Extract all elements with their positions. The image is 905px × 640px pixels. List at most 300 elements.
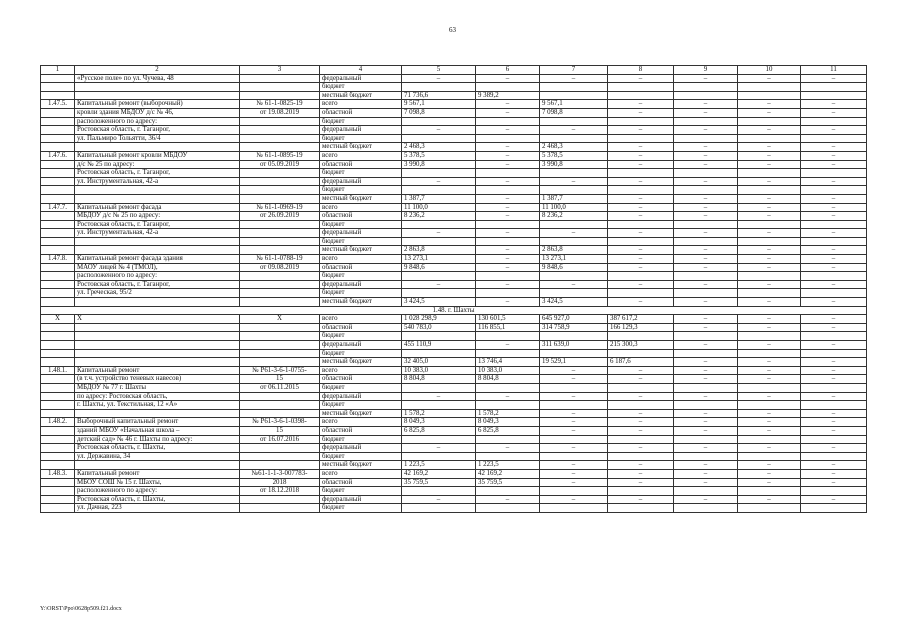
value-cell: 10 383,0 [402, 366, 476, 375]
value-cell [608, 332, 674, 341]
value-cell [801, 401, 867, 410]
funding-source: местный бюджет [320, 194, 402, 203]
funding-source: бюджет [320, 169, 402, 178]
table-row [41, 341, 867, 350]
value-cell: – [801, 315, 867, 324]
value-cell: – [540, 280, 608, 289]
document-reference: № Р61-3-6-1-0755- [240, 366, 320, 375]
value-cell [608, 186, 674, 195]
value-cell: – [674, 495, 738, 504]
header-cell: 7 [540, 66, 608, 75]
value-cell: – [608, 177, 674, 186]
value-cell: 10 383,0 [476, 366, 540, 375]
value-cell: – [476, 246, 540, 255]
value-cell: 166 129,3 [608, 323, 674, 332]
value-cell: – [738, 151, 801, 160]
value-cell: – [402, 444, 476, 453]
value-cell: – [738, 418, 801, 427]
value-cell: 1 028 298,9 [402, 315, 476, 324]
funding-source: федеральный [320, 280, 402, 289]
funding-source: местный бюджет [320, 461, 402, 470]
object-description [75, 143, 240, 152]
value-cell [801, 383, 867, 392]
value-cell: 8 236,2 [402, 212, 476, 221]
value-cell [738, 220, 801, 229]
value-cell [402, 169, 476, 178]
document-reference [240, 117, 320, 126]
value-cell [674, 134, 738, 143]
funding-source: бюджет [320, 504, 402, 513]
value-cell: – [674, 160, 738, 169]
header-cell: 3 [240, 66, 320, 75]
item-number [41, 91, 75, 100]
table-row [41, 315, 867, 324]
table-row [41, 83, 867, 92]
value-cell: 13 746,4 [476, 358, 540, 367]
value-cell: – [674, 478, 738, 487]
value-cell: 8 049,3 [476, 418, 540, 427]
value-cell [608, 349, 674, 358]
item-number [41, 263, 75, 272]
value-cell [738, 452, 801, 461]
value-cell [476, 272, 540, 281]
value-cell: 1 223,5 [476, 461, 540, 470]
value-cell: – [738, 469, 801, 478]
value-cell: – [738, 126, 801, 135]
value-cell [801, 435, 867, 444]
value-cell: – [674, 100, 738, 109]
value-cell: 11 100,0 [402, 203, 476, 212]
value-cell [476, 332, 540, 341]
item-number [41, 409, 75, 418]
object-description: зданий МБОУ «Начальная школа – [75, 426, 240, 435]
value-cell: – [402, 495, 476, 504]
value-cell [476, 401, 540, 410]
item-number [41, 134, 75, 143]
value-cell: – [738, 203, 801, 212]
object-description [75, 237, 240, 246]
funding-source: бюджет [320, 487, 402, 496]
value-cell: – [476, 160, 540, 169]
value-cell: – [540, 392, 608, 401]
value-cell: – [738, 315, 801, 324]
value-cell: – [801, 298, 867, 307]
value-cell [540, 237, 608, 246]
document-reference [240, 229, 320, 238]
value-cell [674, 383, 738, 392]
table-row [41, 504, 867, 513]
item-number [41, 83, 75, 92]
value-cell: – [801, 341, 867, 350]
value-cell: – [801, 212, 867, 221]
value-cell: – [540, 74, 608, 83]
value-cell: – [674, 143, 738, 152]
object-description [75, 91, 240, 100]
funding-source: федеральный [320, 444, 402, 453]
value-cell [738, 401, 801, 410]
table-row [41, 366, 867, 375]
value-cell [540, 91, 608, 100]
item-number [41, 323, 75, 332]
value-cell [540, 117, 608, 126]
value-cell: – [540, 478, 608, 487]
document-reference [240, 272, 320, 281]
table-row [41, 298, 867, 307]
funding-source: бюджет [320, 117, 402, 126]
table-row [41, 186, 867, 195]
document-reference [240, 280, 320, 289]
header-cell: 10 [738, 66, 801, 75]
document-reference [240, 126, 320, 135]
value-cell [476, 186, 540, 195]
value-cell: – [540, 229, 608, 238]
table-row [41, 143, 867, 152]
value-cell: – [801, 229, 867, 238]
table-row [41, 203, 867, 212]
value-cell [608, 169, 674, 178]
value-cell: – [608, 280, 674, 289]
table-row [41, 435, 867, 444]
document-reference [240, 392, 320, 401]
value-cell [402, 435, 476, 444]
value-cell: – [608, 160, 674, 169]
value-cell: – [608, 212, 674, 221]
funding-source: областной [320, 478, 402, 487]
table-row [41, 375, 867, 384]
value-cell: – [801, 143, 867, 152]
item-number [41, 246, 75, 255]
value-cell: – [738, 375, 801, 384]
value-cell [738, 487, 801, 496]
value-cell: – [540, 444, 608, 453]
value-cell: – [540, 418, 608, 427]
table-row [41, 74, 867, 83]
funding-source: федеральный [320, 392, 402, 401]
value-cell: – [608, 298, 674, 307]
value-cell: – [476, 444, 540, 453]
value-cell [476, 169, 540, 178]
value-cell: 3 990,8 [540, 160, 608, 169]
table-row [41, 478, 867, 487]
item-number [41, 401, 75, 410]
item-number [41, 452, 75, 461]
value-cell: – [738, 323, 801, 332]
funding-source: всего [320, 151, 402, 160]
document-reference [240, 461, 320, 470]
table-row [41, 194, 867, 203]
value-cell: 3 424,5 [540, 298, 608, 307]
value-cell [738, 435, 801, 444]
item-number [41, 341, 75, 350]
funding-source: бюджет [320, 332, 402, 341]
header-cell: 9 [674, 66, 738, 75]
value-cell: – [402, 229, 476, 238]
object-description: Ростовская область, г. Таганрог, [75, 220, 240, 229]
value-cell [476, 134, 540, 143]
value-cell: – [738, 263, 801, 272]
funding-source: федеральный [320, 229, 402, 238]
value-cell: – [674, 315, 738, 324]
funding-source: областной [320, 375, 402, 384]
value-cell: – [801, 478, 867, 487]
value-cell: 6 187,6 [608, 358, 674, 367]
value-cell: – [476, 280, 540, 289]
object-description: ул. Инструментальная, 42-а [75, 229, 240, 238]
value-cell [674, 220, 738, 229]
value-cell: – [608, 469, 674, 478]
value-cell [540, 487, 608, 496]
table-row [41, 452, 867, 461]
item-number [41, 435, 75, 444]
value-cell: 35 759,5 [476, 478, 540, 487]
footer-path: Y:\ORST\Ppo\0628p509.f21.docx [40, 606, 122, 612]
value-cell [738, 332, 801, 341]
value-cell [540, 383, 608, 392]
value-cell: – [608, 108, 674, 117]
object-description: «Русское поле» по ул. Чучева, 48 [75, 74, 240, 83]
value-cell: 11 100,0 [540, 203, 608, 212]
table-row [41, 117, 867, 126]
funding-source: федеральный [320, 341, 402, 350]
value-cell: – [674, 341, 738, 350]
value-cell: – [476, 126, 540, 135]
document-reference: № Р61-3-6-1-0398- [240, 418, 320, 427]
item-number [41, 220, 75, 229]
value-cell [402, 504, 476, 513]
table-row [41, 160, 867, 169]
value-cell: 1 578,2 [476, 409, 540, 418]
value-cell: – [540, 366, 608, 375]
value-cell: – [674, 212, 738, 221]
value-cell: 13 273,1 [540, 255, 608, 264]
value-cell [476, 349, 540, 358]
value-cell: – [674, 418, 738, 427]
value-cell: – [674, 177, 738, 186]
value-cell: – [476, 74, 540, 83]
value-cell [608, 504, 674, 513]
section-title: 1.48. г. Шахты [41, 306, 867, 315]
value-cell: 5 378,5 [402, 151, 476, 160]
value-cell: – [738, 409, 801, 418]
value-cell [738, 117, 801, 126]
value-cell: 2 863,8 [402, 246, 476, 255]
table-row [41, 263, 867, 272]
value-cell: – [402, 392, 476, 401]
value-cell: – [402, 177, 476, 186]
value-cell [674, 186, 738, 195]
item-number [41, 117, 75, 126]
value-cell: – [674, 108, 738, 117]
funding-source: бюджет [320, 452, 402, 461]
value-cell: – [608, 246, 674, 255]
value-cell [801, 220, 867, 229]
document-reference [240, 246, 320, 255]
value-cell [476, 504, 540, 513]
value-cell: 1 578,2 [402, 409, 476, 418]
table-row [41, 212, 867, 221]
value-cell: 116 855,1 [476, 323, 540, 332]
value-cell: – [674, 444, 738, 453]
value-cell: – [476, 392, 540, 401]
item-number [41, 74, 75, 83]
table-row [41, 108, 867, 117]
document-reference [240, 143, 320, 152]
value-cell [801, 332, 867, 341]
value-cell: 540 783,0 [402, 323, 476, 332]
value-cell [801, 289, 867, 298]
value-cell: – [608, 203, 674, 212]
table-row [41, 169, 867, 178]
table-row [41, 461, 867, 470]
value-cell: – [738, 478, 801, 487]
value-cell: – [738, 108, 801, 117]
value-cell: – [674, 263, 738, 272]
value-cell [540, 452, 608, 461]
funding-source: федеральный [320, 177, 402, 186]
value-cell: 2 468,3 [402, 143, 476, 152]
object-description [75, 349, 240, 358]
table-body [41, 66, 867, 513]
value-cell: – [738, 392, 801, 401]
object-description [75, 409, 240, 418]
document-reference [240, 298, 320, 307]
funding-source: федеральный [320, 495, 402, 504]
value-cell [674, 504, 738, 513]
value-cell: 8 804,8 [402, 375, 476, 384]
value-cell: – [801, 108, 867, 117]
document-reference: от 26.09.2019 [240, 212, 320, 221]
value-cell [402, 117, 476, 126]
value-cell: – [801, 409, 867, 418]
object-description: кровли здания МБДОУ д/с № 46, [75, 108, 240, 117]
funding-source: всего [320, 315, 402, 324]
value-cell: – [801, 358, 867, 367]
document-reference [240, 495, 320, 504]
value-cell: – [608, 143, 674, 152]
value-cell [402, 383, 476, 392]
document-reference: от 16.07.2016 [240, 435, 320, 444]
table-row [41, 220, 867, 229]
item-number [41, 504, 75, 513]
object-description: д/с № 25 по адресу: [75, 160, 240, 169]
item-number [41, 272, 75, 281]
table-row [41, 177, 867, 186]
value-cell: – [674, 461, 738, 470]
value-cell: – [608, 366, 674, 375]
header-cell: 6 [476, 66, 540, 75]
value-cell: – [476, 203, 540, 212]
value-cell: – [540, 126, 608, 135]
value-cell: 8 804,8 [476, 375, 540, 384]
object-description: МБДОУ № 77 г. Шахты [75, 383, 240, 392]
table-row [41, 255, 867, 264]
value-cell: 13 273,1 [402, 255, 476, 264]
header-cell: 11 [801, 66, 867, 75]
value-cell: – [801, 444, 867, 453]
header-cell: 4 [320, 66, 402, 75]
value-cell: 8 236,2 [540, 212, 608, 221]
page-number: 63 [449, 26, 456, 34]
value-cell: – [608, 229, 674, 238]
value-cell [738, 504, 801, 513]
value-cell: – [674, 358, 738, 367]
value-cell [738, 186, 801, 195]
value-cell: – [801, 469, 867, 478]
value-cell [738, 289, 801, 298]
value-cell [476, 289, 540, 298]
value-cell [674, 237, 738, 246]
value-cell: – [801, 177, 867, 186]
item-number: 1.48.1. [41, 366, 75, 375]
object-description [75, 461, 240, 470]
item-number [41, 186, 75, 195]
table-row [41, 237, 867, 246]
value-cell [801, 349, 867, 358]
item-number [41, 358, 75, 367]
value-cell: – [476, 229, 540, 238]
item-number: 1.48.2. [41, 418, 75, 427]
table-row [41, 426, 867, 435]
funding-source: бюджет [320, 220, 402, 229]
value-cell: 6 825,8 [476, 426, 540, 435]
object-description: ул. Пальмиро Тольятти, 36/4 [75, 134, 240, 143]
value-cell: – [801, 160, 867, 169]
value-cell: – [801, 323, 867, 332]
value-cell: – [476, 108, 540, 117]
value-cell [674, 91, 738, 100]
value-cell [674, 272, 738, 281]
value-cell: – [674, 366, 738, 375]
value-cell: – [608, 392, 674, 401]
value-cell [801, 134, 867, 143]
item-number [41, 177, 75, 186]
funding-source: всего [320, 469, 402, 478]
funding-source: всего [320, 100, 402, 109]
value-cell [674, 401, 738, 410]
object-description [75, 298, 240, 307]
value-cell [476, 452, 540, 461]
table-row [41, 151, 867, 160]
value-cell: – [476, 341, 540, 350]
object-description [75, 246, 240, 255]
value-cell [540, 169, 608, 178]
value-cell: – [674, 194, 738, 203]
document-reference: 2018 [240, 478, 320, 487]
value-cell [540, 186, 608, 195]
table-row [41, 100, 867, 109]
value-cell: 19 529,1 [540, 358, 608, 367]
funding-source: местный бюджет [320, 298, 402, 307]
funding-source: всего [320, 203, 402, 212]
table-row [41, 246, 867, 255]
value-cell: – [738, 194, 801, 203]
value-cell: – [738, 358, 801, 367]
value-cell: 42 169,2 [402, 469, 476, 478]
value-cell [402, 134, 476, 143]
value-cell: – [738, 426, 801, 435]
table-row [41, 487, 867, 496]
value-cell: – [674, 375, 738, 384]
document-reference: от 06.11.2015 [240, 383, 320, 392]
value-cell [476, 383, 540, 392]
value-cell: – [738, 280, 801, 289]
header-row [41, 66, 867, 75]
value-cell [402, 349, 476, 358]
value-cell: – [674, 255, 738, 264]
value-cell [801, 186, 867, 195]
object-description: МБОУ СОШ № 15 г. Шахты, [75, 478, 240, 487]
object-description: (в т.ч. устройство теневых навесов) [75, 375, 240, 384]
